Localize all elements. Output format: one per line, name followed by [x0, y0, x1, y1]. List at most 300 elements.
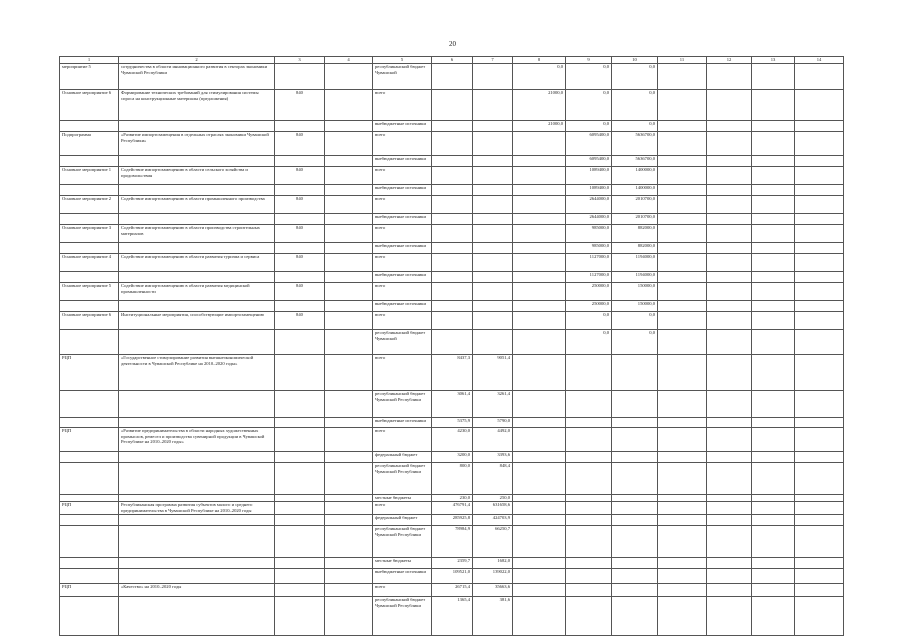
row-2019 [707, 558, 752, 569]
row-2017: 0,0 [612, 64, 658, 90]
row-2015 [513, 330, 566, 355]
row-2019 [707, 526, 752, 558]
row-description [119, 121, 275, 132]
row-2020 [752, 428, 795, 452]
table-row [60, 301, 844, 312]
row-funding-source: всего [373, 584, 432, 597]
row-2016: 0,0 [566, 312, 612, 330]
row-2013 [432, 121, 473, 132]
row-2018 [658, 355, 707, 391]
row-description: Содействие импортозамещению в области развития туризма и сервиса [119, 254, 275, 272]
row-2020 [752, 272, 795, 283]
row-2016 [566, 597, 612, 636]
row-grbs [275, 502, 325, 515]
row-2016 [566, 463, 612, 495]
row-2019 [707, 463, 752, 495]
row-2013 [432, 214, 473, 225]
row-2014: 5790,0 [473, 418, 513, 428]
row-2021 [795, 243, 844, 254]
column-number: 12 [707, 57, 752, 64]
row-2019 [707, 584, 752, 597]
page-number: 20 [449, 40, 456, 48]
row-code [60, 243, 119, 254]
row-2014 [473, 156, 513, 167]
table-row [60, 452, 844, 463]
row-code-bk [325, 301, 373, 312]
row-2021 [795, 301, 844, 312]
row-2017 [612, 391, 658, 418]
row-2015 [513, 312, 566, 330]
row-2019 [707, 597, 752, 636]
row-2016 [566, 526, 612, 558]
row-2013 [432, 196, 473, 214]
row-grbs [275, 64, 325, 90]
table-row [60, 391, 844, 418]
row-2014 [473, 254, 513, 272]
row-2014: 381,6 [473, 597, 513, 636]
row-2019 [707, 121, 752, 132]
table-row [60, 526, 844, 558]
row-2014: 139022,0 [473, 569, 513, 584]
table-row [60, 225, 844, 243]
row-description [119, 463, 275, 495]
row-2013 [432, 330, 473, 355]
table-row [60, 515, 844, 526]
row-2017: 0,0 [612, 90, 658, 121]
row-funding-source: всего [373, 132, 432, 156]
row-2021 [795, 121, 844, 132]
row-2019 [707, 330, 752, 355]
row-2019 [707, 64, 752, 90]
row-2019 [707, 452, 752, 463]
row-2016 [566, 515, 612, 526]
row-2014: 66250,7 [473, 526, 513, 558]
row-funding-source: федеральный бюджет [373, 515, 432, 526]
row-funding-source: республиканский бюджет Чувашской Республики [373, 526, 432, 558]
table-row [60, 463, 844, 495]
row-2014 [473, 64, 513, 90]
row-2014 [473, 214, 513, 225]
row-2020 [752, 90, 795, 121]
row-2016 [566, 584, 612, 597]
row-funding-source: всего [373, 502, 432, 515]
row-2017: 882000,0 [612, 225, 658, 243]
row-funding-source: всего [373, 196, 432, 214]
row-2017 [612, 418, 658, 428]
row-2019 [707, 495, 752, 502]
row-2015 [513, 185, 566, 196]
row-2019 [707, 569, 752, 584]
row-description: Институциональные мероприятия, способствующие импортозамещению [119, 312, 275, 330]
row-2021 [795, 428, 844, 452]
row-2015 [513, 569, 566, 584]
row-2019 [707, 312, 752, 330]
row-2015 [513, 355, 566, 391]
row-funding-source: республиканский бюджет Чувашской Республики [373, 597, 432, 636]
row-2017: 150000,0 [612, 283, 658, 301]
row-2015 [513, 132, 566, 156]
row-2021 [795, 283, 844, 301]
row-2019 [707, 90, 752, 121]
row-2015 [513, 597, 566, 636]
row-2013: 476791,4 [432, 502, 473, 515]
table-row [60, 584, 844, 597]
row-2021 [795, 330, 844, 355]
row-grbs [275, 526, 325, 558]
row-description [119, 301, 275, 312]
row-2020 [752, 330, 795, 355]
row-2014 [473, 196, 513, 214]
row-code: Основное мероприятие 6 [60, 90, 119, 121]
row-2017 [612, 463, 658, 495]
row-2018 [658, 502, 707, 515]
row-2015 [513, 428, 566, 452]
row-2018 [658, 418, 707, 428]
row-code [60, 330, 119, 355]
table-row [60, 502, 844, 515]
table-row [60, 254, 844, 272]
row-2021 [795, 495, 844, 502]
row-code: Основное мероприятие 1 [60, 167, 119, 185]
row-code [60, 526, 119, 558]
row-2018 [658, 597, 707, 636]
row-2017 [612, 569, 658, 584]
row-2021 [795, 312, 844, 330]
row-code-bk [325, 121, 373, 132]
row-2018 [658, 330, 707, 355]
row-code: Основное мероприятие 4 [60, 254, 119, 272]
row-2013 [432, 254, 473, 272]
row-2019 [707, 243, 752, 254]
row-2020 [752, 283, 795, 301]
row-2013: 285925,8 [432, 515, 473, 526]
row-2021 [795, 156, 844, 167]
row-2016: 2644000,0 [566, 196, 612, 214]
row-description [119, 558, 275, 569]
row-grbs: 840 [275, 90, 325, 121]
table-row [60, 355, 844, 391]
row-funding-source: всего [373, 167, 432, 185]
row-2017: 1194000,0 [612, 272, 658, 283]
row-code: РЦП [60, 502, 119, 515]
row-2015 [513, 584, 566, 597]
row-2018 [658, 243, 707, 254]
row-2018 [658, 64, 707, 90]
row-2015: 21000,0 [513, 121, 566, 132]
row-2017: 1400000,0 [612, 167, 658, 185]
row-2019 [707, 428, 752, 452]
table-row [60, 243, 844, 254]
row-2018 [658, 312, 707, 330]
row-2018 [658, 428, 707, 452]
row-2017: 0,0 [612, 121, 658, 132]
row-description: Республиканская программа развития субъектов малого и среднего предпринимательства в Чувашской Республике на 2010–2020 годы [119, 502, 275, 515]
row-2016: 985000,0 [566, 243, 612, 254]
row-2014: 3393,6 [473, 452, 513, 463]
row-2013: 1365,4 [432, 597, 473, 636]
row-grbs: 840 [275, 167, 325, 185]
row-funding-source: федеральный бюджет [373, 452, 432, 463]
row-funding-source: всего [373, 90, 432, 121]
row-2020 [752, 584, 795, 597]
column-number: 1 [60, 57, 119, 64]
row-grbs: 840 [275, 283, 325, 301]
row-code-bk [325, 64, 373, 90]
row-2021 [795, 463, 844, 495]
row-2017: 2010700,0 [612, 196, 658, 214]
row-2016: 0,0 [566, 90, 612, 121]
row-2017 [612, 502, 658, 515]
row-description [119, 418, 275, 428]
row-code [60, 495, 119, 502]
table-row [60, 156, 844, 167]
row-2020 [752, 418, 795, 428]
row-code: мероприятие 5 [60, 64, 119, 90]
row-description [119, 185, 275, 196]
row-2013: 2359,7 [432, 558, 473, 569]
column-number: 11 [658, 57, 707, 64]
row-2020 [752, 214, 795, 225]
row-2021 [795, 452, 844, 463]
row-2014 [473, 283, 513, 301]
row-2020 [752, 495, 795, 502]
column-number: 3 [275, 57, 325, 64]
row-code [60, 156, 119, 167]
row-2019 [707, 196, 752, 214]
column-number: 6 [432, 57, 473, 64]
row-2018 [658, 196, 707, 214]
row-code-bk [325, 526, 373, 558]
row-funding-source: внебюджетные источники [373, 301, 432, 312]
row-funding-source: всего [373, 355, 432, 391]
row-grbs [275, 214, 325, 225]
row-description: Содействие импортозамещению в области сельского хозяйства и продовольствия [119, 167, 275, 185]
column-number: 10 [612, 57, 658, 64]
row-grbs: 840 [275, 254, 325, 272]
row-2017 [612, 597, 658, 636]
row-funding-source: республиканский бюджет Чувашской Республики [373, 391, 432, 418]
row-2016: 250000,0 [566, 283, 612, 301]
row-description: Содействие импортозамещению в области промышленного производства [119, 196, 275, 214]
row-2018 [658, 185, 707, 196]
row-2017 [612, 452, 658, 463]
row-2018 [658, 495, 707, 502]
row-2015 [513, 225, 566, 243]
row-code [60, 418, 119, 428]
row-2021 [795, 558, 844, 569]
row-2014: 4492,0 [473, 428, 513, 452]
row-code [60, 214, 119, 225]
row-grbs [275, 428, 325, 452]
table-row [60, 495, 844, 502]
row-2021 [795, 225, 844, 243]
row-description: «Развитие импортозамещения в отдельных отраслях экономики Чувашской Республики» [119, 132, 275, 156]
row-2016: 0,0 [566, 121, 612, 132]
row-description: Содействие импортозамещению в области развития медицинской промышленности [119, 283, 275, 301]
row-funding-source: внебюджетные источники [373, 243, 432, 254]
row-2014 [473, 312, 513, 330]
row-2016: 1127000,0 [566, 272, 612, 283]
row-description: «Качество» на 2010–2020 годы [119, 584, 275, 597]
row-code-bk [325, 167, 373, 185]
row-2017: 1400000,0 [612, 185, 658, 196]
row-code-bk [325, 495, 373, 502]
row-code [60, 515, 119, 526]
row-description [119, 526, 275, 558]
row-code: Основное мероприятие 6 [60, 312, 119, 330]
row-grbs [275, 452, 325, 463]
row-2016: 6095400,0 [566, 156, 612, 167]
row-grbs [275, 569, 325, 584]
row-2021 [795, 391, 844, 418]
row-2021 [795, 584, 844, 597]
row-code [60, 597, 119, 636]
row-code-bk [325, 463, 373, 495]
table-row [60, 121, 844, 132]
row-code [60, 463, 119, 495]
row-2014: 848,4 [473, 463, 513, 495]
row-2019 [707, 225, 752, 243]
row-code-bk [325, 312, 373, 330]
row-code-bk [325, 515, 373, 526]
row-2017: 0,0 [612, 330, 658, 355]
column-number: 13 [752, 57, 795, 64]
row-description: «Развитие предпринимательства в области народных художественных промыслов, ремесел и производства сувенирной продукции в Чувашской Республике на 2010–2020 годы» [119, 428, 275, 452]
row-2018 [658, 272, 707, 283]
row-grbs: 840 [275, 312, 325, 330]
row-2017: 882000,0 [612, 243, 658, 254]
row-2015 [513, 272, 566, 283]
row-2018 [658, 391, 707, 418]
row-2018 [658, 132, 707, 156]
row-2021 [795, 64, 844, 90]
row-2020 [752, 355, 795, 391]
row-2018 [658, 121, 707, 132]
row-2020 [752, 132, 795, 156]
row-2016 [566, 569, 612, 584]
row-2019 [707, 355, 752, 391]
row-code [60, 272, 119, 283]
row-2017 [612, 526, 658, 558]
row-code: Основное мероприятие 3 [60, 225, 119, 243]
row-grbs [275, 584, 325, 597]
row-2014: 9051,4 [473, 355, 513, 391]
row-funding-source: всего [373, 225, 432, 243]
row-2015 [513, 254, 566, 272]
row-funding-source: всего [373, 254, 432, 272]
row-2013 [432, 225, 473, 243]
row-2014: 424703,9 [473, 515, 513, 526]
row-2018 [658, 515, 707, 526]
row-2013 [432, 167, 473, 185]
row-2017: 5636700,0 [612, 132, 658, 156]
row-2013 [432, 90, 473, 121]
row-2021 [795, 185, 844, 196]
row-description [119, 597, 275, 636]
row-2018 [658, 526, 707, 558]
row-code-bk [325, 243, 373, 254]
row-2021 [795, 502, 844, 515]
row-grbs [275, 463, 325, 495]
row-2014 [473, 132, 513, 156]
table-row [60, 428, 844, 452]
row-code-bk [325, 418, 373, 428]
row-code-bk [325, 90, 373, 121]
row-2013 [432, 156, 473, 167]
row-funding-source: всего [373, 312, 432, 330]
row-2014: 35663,6 [473, 584, 513, 597]
row-2016 [566, 558, 612, 569]
row-funding-source: республиканский бюджет Чувашской [373, 64, 432, 90]
row-2015 [513, 196, 566, 214]
row-2013 [432, 132, 473, 156]
row-code [60, 452, 119, 463]
table-row [60, 214, 844, 225]
row-2020 [752, 558, 795, 569]
row-code-bk [325, 428, 373, 452]
row-code: РЦП [60, 584, 119, 597]
row-code-bk [325, 558, 373, 569]
row-2018 [658, 584, 707, 597]
row-2016: 0,0 [566, 330, 612, 355]
row-grbs [275, 597, 325, 636]
row-2018 [658, 254, 707, 272]
row-2016: 985000,0 [566, 225, 612, 243]
row-2018 [658, 214, 707, 225]
row-code: Основное мероприятие 5 [60, 283, 119, 301]
row-2015 [513, 156, 566, 167]
row-2016: 0,0 [566, 64, 612, 90]
row-2019 [707, 283, 752, 301]
row-2019 [707, 156, 752, 167]
row-funding-source: внебюджетные источники [373, 569, 432, 584]
row-2016: 6095400,0 [566, 132, 612, 156]
row-2020 [752, 196, 795, 214]
table-row [60, 569, 844, 584]
row-2016 [566, 355, 612, 391]
row-2014 [473, 225, 513, 243]
row-code-bk [325, 452, 373, 463]
row-2020 [752, 185, 795, 196]
row-2018 [658, 452, 707, 463]
row-2017: 2010700,0 [612, 214, 658, 225]
budget-table [59, 56, 844, 636]
row-2020 [752, 64, 795, 90]
row-2016 [566, 391, 612, 418]
row-2020 [752, 597, 795, 636]
row-2020 [752, 526, 795, 558]
row-code [60, 185, 119, 196]
row-funding-source: внебюджетные источники [373, 156, 432, 167]
row-2013: 800,0 [432, 463, 473, 495]
row-funding-source: местные бюджеты [373, 558, 432, 569]
row-funding-source: всего [373, 428, 432, 452]
row-grbs [275, 391, 325, 418]
row-2019 [707, 515, 752, 526]
row-grbs [275, 185, 325, 196]
column-number: 2 [119, 57, 275, 64]
table-row [60, 330, 844, 355]
row-grbs [275, 515, 325, 526]
row-description [119, 569, 275, 584]
row-code: РЦП [60, 355, 119, 391]
row-code [60, 569, 119, 584]
row-grbs [275, 418, 325, 428]
row-code-bk [325, 225, 373, 243]
row-2015 [513, 418, 566, 428]
row-2019 [707, 167, 752, 185]
row-description [119, 272, 275, 283]
